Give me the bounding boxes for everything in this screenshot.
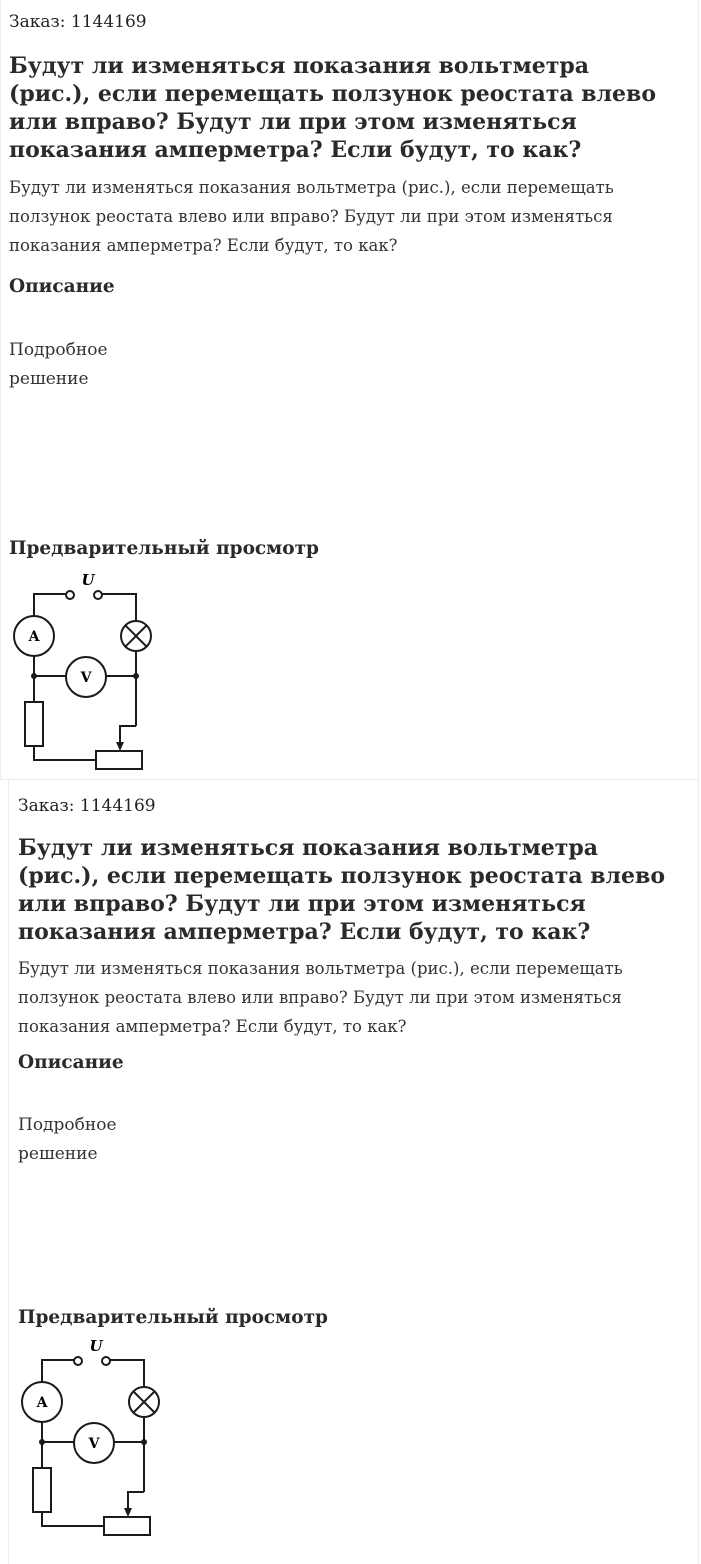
preview-heading: Предварительный просмотр [9, 538, 319, 559]
preview-heading: Предварительный просмотр [18, 1307, 328, 1328]
source-label: U [89, 1337, 103, 1355]
rheostat-icon [104, 1517, 150, 1535]
solution-label: Подробное решение [9, 340, 108, 389]
page-title: Будут ли изменяться показания вольтметра (рис.), если перемещать ползунок реостата влево или вправо? Будут ли при этом изменяться показания амперметра? Если будут, то как? [18, 835, 666, 945]
circuit-diagram [8, 566, 168, 778]
task-text: Будут ли изменяться показания вольтметра (рис.), если перемещать ползунок реостата влево или вправо? Будут ли при этом изменяться показания амперметра? Если будут, то как? [9, 178, 614, 255]
ammeter-label: A [36, 1395, 48, 1411]
resistor-icon [25, 702, 43, 746]
voltmeter-label: V [88, 1436, 100, 1452]
order-number: Заказ: 1144169 [9, 12, 147, 32]
description-heading: Описание [18, 1052, 124, 1073]
voltmeter-label: V [80, 670, 92, 686]
rheostat-icon [96, 751, 142, 769]
solution-label: Подробное решение [18, 1115, 117, 1164]
order-number: Заказ: 1144169 [18, 796, 156, 816]
description-heading: Описание [9, 276, 115, 297]
task-text: Будут ли изменяться показания вольтметра (рис.), если перемещать ползунок реостата влево или вправо? Будут ли при этом изменяться показания амперметра? Если будут, то как? [18, 959, 623, 1036]
resistor-icon [33, 1468, 51, 1512]
page-title: Будут ли изменяться показания вольтметра (рис.), если перемещать ползунок реостата влево или вправо? Будут ли при этом изменяться показания амперметра? Если будут, то как? [9, 53, 657, 163]
source-label: U [81, 571, 95, 589]
ammeter-label: A [28, 629, 40, 645]
circuit-diagram [16, 1332, 176, 1544]
